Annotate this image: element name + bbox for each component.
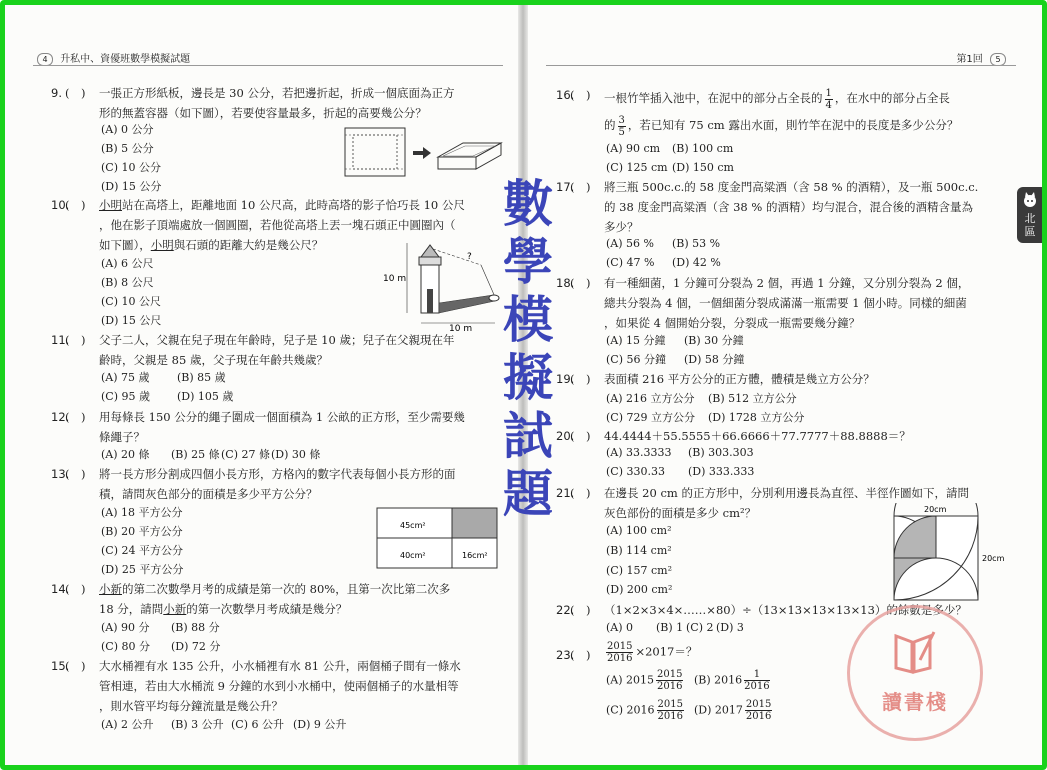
option-c: (C) 24 平方公分 [101,544,183,557]
option-a: (A) 6 公尺 [101,257,154,270]
answer-blank: ( ) [65,582,86,596]
question-number: 16. [556,88,575,102]
question-14 [51,579,511,619]
option-d: (D) 9 公升 [293,718,347,731]
option-a: (A) 15 分鐘 [606,334,666,347]
option-b: (B) 512 立方公分 [708,392,797,405]
option-b: (B) 88 分 [171,621,220,634]
question-number: 23. [556,648,575,662]
option-c: (C) 125 cm [606,161,668,174]
question-15 [51,656,511,716]
answer-blank: ( ) [570,429,591,443]
tower-height-label: 10 m [383,274,407,284]
option-a: (A) 2 公升 [101,718,154,731]
distance-question-mark: ? [467,252,472,262]
option-d: (D) 15 公尺 [101,314,162,327]
question-number: 13. [51,467,70,481]
answer-blank: ( ) [570,486,591,500]
fraction-1-4: $\frac{1}{4}$ [825,87,832,111]
top-side-label: 20cm [924,505,947,514]
left-page [5,5,520,765]
option-d: (D) 30 條 [271,448,321,461]
watermark-text: 數 學 模 擬 試 題 [503,174,553,523]
option-c: (C) 2 [686,621,714,634]
cell-40: 40cm² [400,551,426,560]
region-tab-label: 北區 [1024,212,1036,238]
stamp-text: 讀書棧 [882,690,948,714]
right-header [956,50,1010,66]
option-c: (C) 80 分 [101,640,150,653]
question-stem: 有一種細菌，1 分鐘可分裂為 2 個，再過 1 分鐘，又分別分裂為 2 個， 總共分裂為 4 個，一個細菌分裂成滿滿一瓶需要 1 個小時。同樣的細菌 ，如果從 4 個開始分裂，分裂成一瓶需要幾分鐘？ [604,276,970,330]
question-stem: 在邊長 20 cm 的正方形中，分別利用邊長為直徑、半徑作圖如下，請問 灰色部份的面積是多少 cm²？ [604,486,969,520]
option-c: (C) 2016 $\frac{2015}{2016}$ [606,699,683,722]
question-number: 14. [51,582,70,596]
option-b: (B) 3 公升 [171,718,224,731]
question-22 [556,600,1026,620]
question-stem: 表面積 216 平方公分的正方體，體積是幾立方公分？ [604,372,875,386]
cat-face-icon [1022,192,1038,208]
question-18 [556,273,1026,333]
book-pen-icon [890,626,940,676]
question-13 [51,464,511,504]
answer-blank: ( ) [570,180,591,194]
option-a: (A) 56 % [606,237,654,250]
right-header-title: 第1回 [956,54,983,65]
shadow-length-label: 10 m [449,324,473,333]
fraction-3-5: $\frac{3}{5}$ [618,114,625,138]
left-page-number: 4 [37,53,53,66]
question-19 [556,369,1026,389]
option-d: (D) 72 分 [171,640,221,653]
question-stem: 一根竹竿插入池中，在泥中的部分占全長的 $\frac{1}{4}$ ，在水中的部分占全長 的 $\frac{3}{5}$ ，若已知有 75 cm 露出水面，則竹竿在泥中的長度是多少公分？ [604,87,959,138]
option-a: (A) 100 cm² [606,524,672,537]
option-b: (B) 100 cm [672,142,734,155]
answer-blank: ( ) [65,86,86,100]
option-c: (C) 6 公升 [231,718,284,731]
question-number: 19. [556,372,575,386]
option-a: (A) 75 歲 [101,371,150,384]
answer-blank: ( ) [570,372,591,386]
answer-blank: ( ) [570,648,591,662]
option-b: (B) 25 條 [171,448,220,461]
bookstore-stamp [847,605,983,741]
option-c: (C) 330.33 [606,465,665,478]
option-d: (D) 3 [716,621,744,634]
option-d: (D) 2017 $\frac{2015}{2016}$ [694,699,772,722]
answer-blank: ( ) [570,276,591,290]
option-a: (A) 33.3333 [606,446,672,459]
question-stem: 父子二人，父親在兒子現在年齡時，兒子是 10 歲；兒子在父親現在年 齡時，父親是 85 歲，父子現在年齡共幾歲？ [99,333,455,367]
question-12 [51,407,511,447]
option-c: (C) 95 歲 [101,390,150,403]
option-b: (B) 85 歲 [177,371,226,384]
question-number: 10. [51,198,70,212]
cell-16: 16cm² [462,551,488,560]
option-d: (D) 58 分鐘 [684,353,745,366]
question-stem: $\frac{2015}{2016}$ ×2017＝？ [607,641,698,664]
option-d: (D) 1728 立方公分 [708,411,805,424]
option-b: (B) 20 平方公分 [101,525,183,538]
option-a: (A) 0 [606,621,634,634]
question-number: 9. [51,86,62,100]
option-c: (C) 10 公尺 [101,295,161,308]
answer-blank: ( ) [65,410,86,424]
option-b: (B) 30 分鐘 [684,334,744,347]
region-tab [1017,187,1043,243]
option-a: (A) 90 分 [101,621,150,634]
option-d: (D) 200 cm² [606,583,673,596]
option-d: (D) 333.333 [688,465,755,478]
option-b: (B) 1 [656,621,684,634]
option-b: (B) 303.303 [688,446,754,459]
question-stem: 大水桶裡有水 135 公升，小水桶裡有水 81 公升，兩個桶子間有一條水 管相連，若由大水桶流 9 分鐘的水到小水桶中，使兩個桶子的水量相等 ，則水管平均每分鐘流量是幾公升？ [99,659,461,713]
option-c: (C) 56 分鐘 [606,353,666,366]
option-d: (D) 150 cm [672,161,734,174]
right-header-rule [546,65,1016,66]
answer-blank: ( ) [570,88,591,102]
right-page-number: 5 [990,53,1006,66]
square-arcs-figure [886,503,1036,603]
question-stem: 將一長方形分割成四個小長方形，方格內的數字代表每個小長方形的面 積，請問灰色部分的面積是多少平方公分？ [99,467,456,501]
question-number: 11. [51,333,70,347]
option-a: (A) 18 平方公分 [101,506,183,519]
option-d: (D) 15 公分 [101,180,162,193]
option-c: (C) 157 cm² [606,564,672,577]
question-16 [556,85,1026,141]
question-stem: 44.4444＋55.5555＋66.6666＋77.7777＋88.8888＝？ [604,429,911,443]
left-header-title: 升私中、資優班數學模擬試題 [60,54,191,65]
question-20 [556,426,1026,446]
question-number: 17. [556,180,575,194]
question-number: 12. [51,410,70,424]
option-a: (A) 2015 $\frac{2015}{2016}$ [606,669,683,692]
folded-box-figure [343,123,505,177]
question-number: 20. [556,429,575,443]
question-number: 22. [556,603,575,617]
option-c: (C) 10 公分 [101,161,161,174]
left-header [33,50,190,66]
fraction-2015-2016: $\frac{2015}{2016}$ [607,641,633,664]
tower-figure [381,237,505,333]
option-d: (D) 42 % [672,256,721,269]
option-b: (B) 114 cm² [606,544,672,557]
question-stem: （1×2×3×4×……×80）÷（13×13×13×13×13）的餘數是多少？ [604,603,967,617]
option-b: (B) 2016 $\frac{1}{2016}$ [694,669,770,692]
question-stem: 小明站在高塔上，距離地面 10 公尺高，此時高塔的影子恰巧長 10 公尺 ，他在影子頂端處放一個圓圈，若他從高塔上丟一塊石頭正中圓圈內（ 如下圖），小明與石頭的距離大約是幾公尺？ [99,198,465,252]
question-stem: 一張正方形紙板，邊長是 30 公分，若把邊折起，折成一個底面為正方 形的無蓋容器（如下圖），若要使容量最多，折起的高要幾公分？ [99,86,455,120]
option-a: (A) 20 條 [101,448,150,461]
option-a: (A) 0 公分 [101,123,154,136]
left-header-rule [33,65,503,66]
option-b: (B) 8 公尺 [101,276,154,289]
question-17 [556,177,1026,237]
question-number: 15. [51,659,70,673]
option-c: (C) 47 % [606,256,655,269]
option-a: (A) 216 立方公分 [606,392,695,405]
option-b: (B) 5 公分 [101,142,154,155]
area-grid-figure [376,507,500,571]
question-stem: 小新的第二次數學月考的成績是第一次的 80%，且第一次比第二次多 18 分，請問小新的第一次數學月考成績是幾分？ [99,582,451,616]
answer-blank: ( ) [570,603,591,617]
option-d: (D) 105 歲 [177,390,234,403]
answer-blank: ( ) [65,659,86,673]
option-a: (A) 90 cm [606,142,661,155]
option-d: (D) 25 平方公分 [101,563,184,576]
question-stem: 將三瓶 500c.c.的 58 度金門高粱酒（含 58 % 的酒精），及一瓶 500c.c. 的 38 度金門高粱酒（含 38 % 的酒精）均勻混合，混合後的酒精含量為 多少？ [604,180,979,234]
cell-45: 45cm² [400,521,426,530]
answer-blank: ( ) [65,467,86,481]
option-b: (B) 53 % [672,237,721,250]
option-c: (C) 729 立方公分 [606,411,695,424]
answer-blank: ( ) [65,333,86,347]
option-c: (C) 27 條 [221,448,270,461]
question-number: 18. [556,276,575,290]
right-side-label: 20cm [982,554,1005,563]
answer-blank: ( ) [65,198,86,212]
question-stem: 用每條長 150 公分的繩子圍成一個面積為 1 公畝的正方形，至少需要幾 條繩子？ [99,410,465,444]
question-11 [51,330,511,370]
question-number: 21. [556,486,575,500]
